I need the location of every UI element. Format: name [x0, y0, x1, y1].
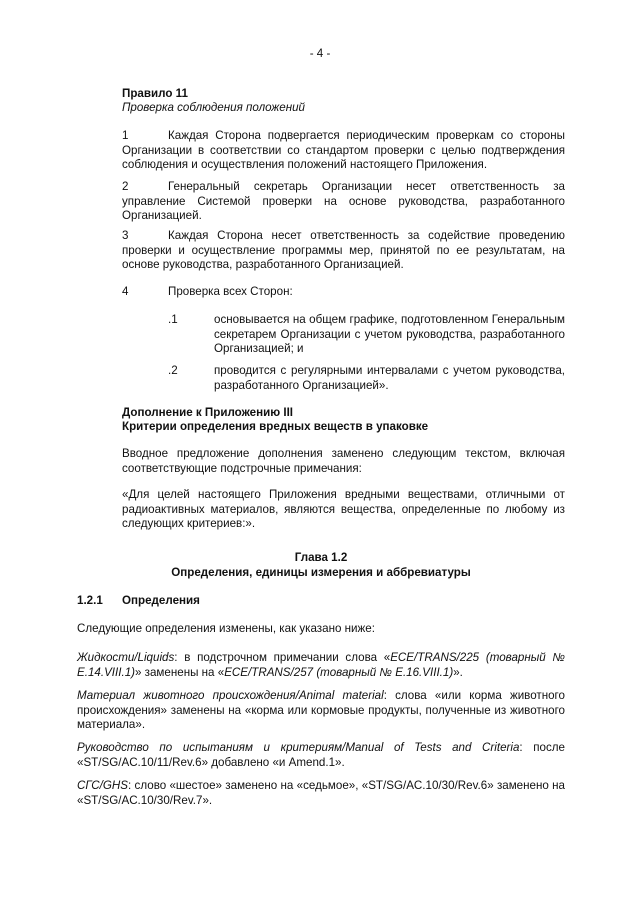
annex-subheading: Критерии определения вредных веществ в упаковке	[122, 420, 429, 433]
annex-heading: Дополнение к Приложению III	[122, 406, 294, 419]
section-number: 1.2.1	[77, 594, 103, 607]
rule-paragraph-4	[122, 285, 565, 300]
definition-liquids	[77, 651, 565, 680]
definition-text: : в подстрочном примечании слова «	[174, 651, 391, 664]
definition-text: : слова «или корма животного происхождения» заменены на «корма или кормовые продукты, полученные из животного материала».	[77, 689, 565, 731]
definition-new-ref: ECE/TRANS/257 (товарный № E.16.VIII.1)	[224, 665, 454, 679]
sub-item-text: проводится с регулярными интервалами с учетом руководства, разработанного Организацией».	[214, 364, 565, 392]
rule-paragraph-1	[122, 129, 565, 173]
section-intro: Следующие определения изменены, как указано ниже:	[77, 622, 375, 635]
page-number: - 4 -	[309, 47, 331, 60]
section-title: Определения	[122, 594, 200, 607]
definition-term: Материал животного происхождения/Animal material	[77, 689, 384, 702]
definition-term: Жидкости/Liquids	[77, 651, 175, 664]
annex-intro: Вводное предложение дополнения заменено следующим текстом, включая соответствующие подстрочные примечания:	[122, 447, 565, 475]
paragraph-number: 2	[122, 180, 129, 193]
paragraph-text: Генеральный секретарь Организации несет ответственность за управление Системой проверки на основе руководства, разработанного Организацией.	[122, 180, 565, 222]
definition-old-ref: ECE/TRANS/225 (товарный № E.14.VIII.1)	[77, 651, 565, 679]
definition-term: Руководство по испытаниям и критериям/Manual of Tests and Criteria	[77, 741, 520, 754]
sub-item-number: .1	[168, 313, 178, 326]
definition-text: : после «ST/SG/AC.10/11/Rev.6» добавлено «и Amend.1».	[77, 741, 565, 769]
paragraph-text: Проверка всех Сторон:	[168, 285, 293, 298]
sub-item-2	[122, 364, 565, 393]
chapter-subtitle: Определения, единицы измерения и аббревиатуры	[171, 566, 471, 579]
definition-manual-of-tests	[77, 741, 565, 770]
sub-item-1	[122, 313, 565, 357]
definition-animal-material	[77, 689, 565, 733]
rule-subtitle: Проверка соблюдения положений	[122, 101, 306, 114]
definition-text: ».	[453, 665, 463, 679]
rule-paragraph-3	[122, 229, 565, 273]
rule-title: Правило 11	[122, 87, 188, 100]
definition-text: » заменены на «	[135, 665, 225, 679]
paragraph-number: 3	[122, 229, 129, 242]
paragraph-number: 4	[122, 285, 129, 298]
paragraph-text: Каждая Сторона подвергается периодическим проверкам со стороны Организации в соответствии со стандартом проверки с целью подтверждения соблюдения и осуществления положений настоящего Приложения.	[122, 129, 565, 171]
sub-item-text: основывается на общем графике, подготовленном Генеральным секретарем Организации с учетом руководства, разработанного Организацией; и	[214, 313, 565, 355]
annex-quote: «Для целей настоящего Приложения вредными веществами, отличными от радиоактивных материалов, являются вещества, определенные по любому из следующих критериев:».	[122, 488, 565, 530]
rule-paragraph-2	[122, 180, 565, 224]
sub-item-number: .2	[168, 364, 178, 377]
paragraph-number: 1	[122, 129, 129, 142]
chapter-title: Глава 1.2	[294, 551, 348, 564]
paragraph-text: Каждая Сторона несет ответственность за содействие проведению проверки и осуществление программы мер, принятой по ее результатам, на основе руководства, разработанного Организацией.	[122, 229, 565, 271]
definition-text: : слово «шестое» заменено на «седьмое», «ST/SG/AC.10/30/Rev.6» заменено на «ST/SG/AC.10/30/Rev.7».	[77, 779, 565, 807]
definition-term: СГС/GHS	[77, 779, 129, 792]
definition-ghs	[77, 779, 565, 808]
